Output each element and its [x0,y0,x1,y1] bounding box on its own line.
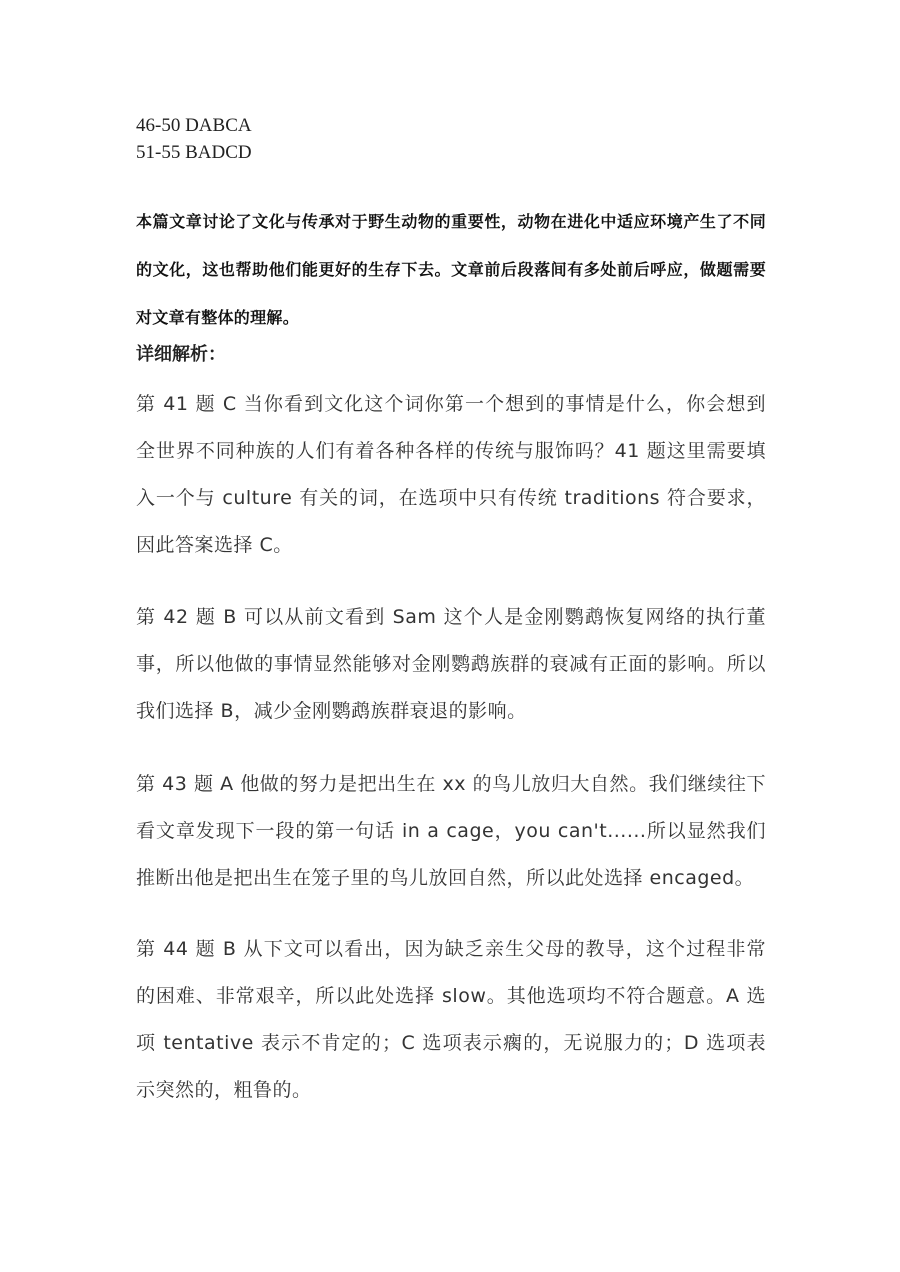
answer-key-line-51-55: 51-55 BADCD [136,142,252,163]
detail-analysis-heading: 详细解析： [136,344,226,365]
explanation-q44: 第 44 题 B 从下文可以看出，因为缺乏亲生父母的教导，这个过程非常的困难、非常艰辛，所以此处选择 slow。其他选项均不符合题意。A 选项 tentative 表示不肯定的；C 选项表示瘸的，无说服力的；D 选项表示突然的，粗鲁的。 [136,938,766,1101]
answer-key [136,112,252,166]
article-summary: 本篇文章讨论了文化与传承对于野生动物的重要性，动物在进化中适应环境产生了不同的文化，这也帮助他们能更好的生存下去。文章前后段落间有多处前后呼应，做题需要对文章有整体的理解。 [136,212,766,327]
explanation-q41: 第 41 题 C 当你看到文化这个词你第一个想到的事情是什么，你会想到全世界不同种族的人们有着各种各样的传统与服饰吗？41 题这里需要填入一个与 culture 有关的词，在选项中只有传统 traditions 符合要求，因此答案选择 C。 [136,393,766,556]
answer-key-line-46-50: 46-50 DABCA [136,115,252,136]
explanation-q42: 第 42 题 B 可以从前文看到 Sam 这个人是金刚鹦鹉恢复网络的执行董事，所以他做的事情显然能够对金刚鹦鹉族群的衰减有正面的影响。所以我们选择 B，减少金刚鹦鹉族群衰退的影响。 [136,606,766,722]
explanation-q43: 第 43 题 A 他做的努力是把出生在 xx 的鸟儿放归大自然。我们继续往下看文章发现下一段的第一句话 in a cage，you can't......所以显然我们推断出他是把出生在笼子里的鸟儿放回自然，所以此处选择 encaged。 [136,773,766,889]
